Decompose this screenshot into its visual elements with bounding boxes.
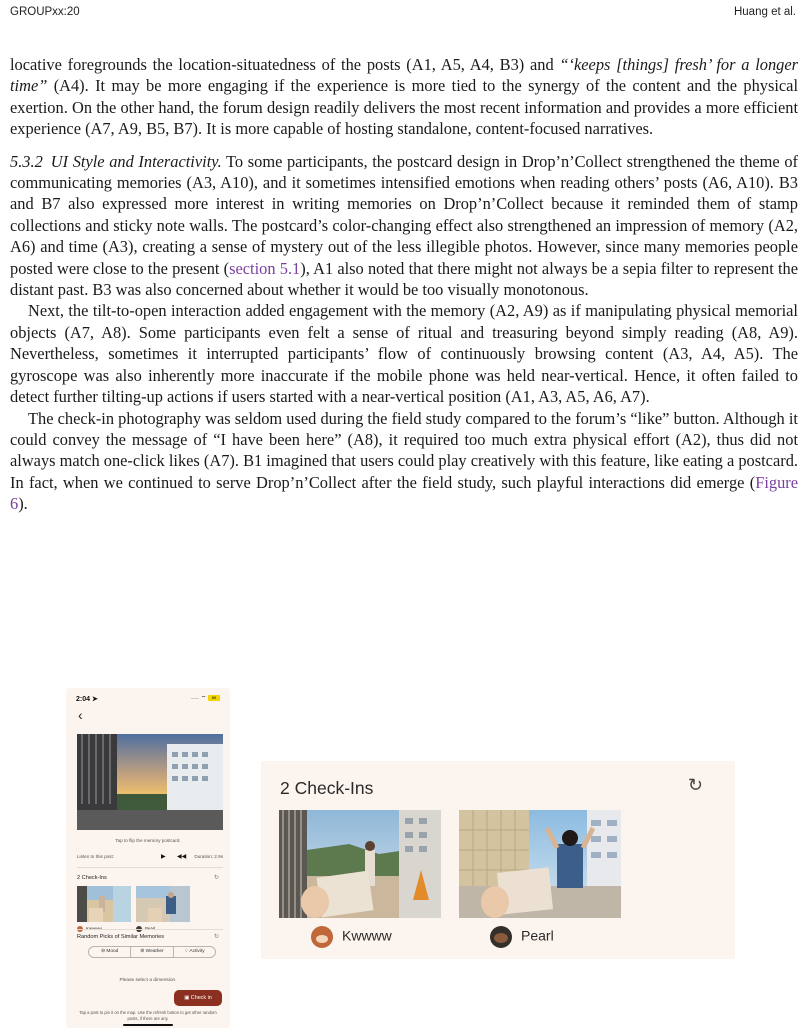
avatar-icon bbox=[490, 926, 512, 948]
rewind-icon[interactable]: ◀◀ bbox=[177, 854, 187, 860]
dimension-selector bbox=[88, 946, 216, 958]
section-link[interactable]: section 5.1 bbox=[229, 258, 301, 278]
body-text bbox=[10, 54, 798, 515]
wifi-icon: ⌔ bbox=[200, 696, 207, 702]
paragraph-3: Next, the tilt-to-open interaction added engagement with the memory (A2, A9) as if manipulating physical memorial objects (A7, A8). Some participants even felt a sense of ritual and treasuring beyond simply reading (A8, A9). Nevertheless, sometimes it interrupted participants’ flow of continuously browsing content (A3, A4, A5). The gyroscope was also inherently more inaccurate if the mobile phone was held near-vertical. Hence, it often failed to detect further tilting-up actions if users started with a near-vertical position (A1, A3, A5, A6, A7). bbox=[10, 301, 798, 407]
avatar-icon bbox=[311, 926, 333, 948]
select-dimension-hint: Please select a dimension. bbox=[119, 978, 177, 983]
duration-label: Duration: 2.9s bbox=[194, 854, 223, 859]
checkin-user[interactable]: Pearl bbox=[490, 926, 554, 948]
checkin-user[interactable]: Kwwww bbox=[311, 926, 392, 948]
avatar bbox=[490, 926, 512, 948]
checkins-heading-small: 2 Check-Ins bbox=[77, 875, 107, 881]
status-time: 2:04 ➤ bbox=[76, 696, 98, 703]
flip-tip: Tap to flip the memory postcard. bbox=[115, 838, 181, 843]
similar-memories-heading: Random Picks of Similar Memories bbox=[77, 934, 165, 940]
divider bbox=[77, 929, 223, 930]
paragraph-2: 5.3.2 UI Style and Interactivity. To some participants, the postcard design in Drop’n’Collect strengthened the theme of communicating memories (A3, A10), and it sometimes intensified emotions when reading others’ posts (A6, A10). B3 and B7 also expressed more interest in writing memories on Drop’n’Collect because it reminded them of stamp collections and sticky note walls. The postcard’s color-changing effect also strengthened an impression of memory (A2, A6) and time (A3), creating a sense of mystery out of the less illegible photos. However, since many memories people posted were close to the present (section 5.1), A1 also noted that there might not always be a sepia filter to represent the distant past. B3 was also concerned about whether it would be too visually monotonous. bbox=[10, 151, 799, 300]
chip-weather[interactable]: ⊚ Weather bbox=[131, 947, 173, 957]
checkin-thumbnail[interactable] bbox=[136, 886, 190, 922]
avatar bbox=[311, 926, 333, 948]
weather-icon: ⊚ bbox=[140, 949, 145, 954]
chip-mood[interactable]: ⊖ Mood bbox=[89, 947, 131, 957]
checkin-photo[interactable] bbox=[459, 810, 621, 918]
checkin-photo[interactable] bbox=[279, 810, 441, 918]
memory-photo[interactable] bbox=[77, 734, 223, 830]
paragraph-4: The check-in photography was seldom used during the field study compared to the forum’s “like” button. Although it could convey the message of “I have been here” (A8), it required too much extra physical effort (A2), thus did not always match one-click likes (A7). B1 imagined that users could play creatively with this feature, like eating a postcard. In fact, when we continued to serve Drop’n’Collect after the field study, such playful interactions did emerge (Figure 6). bbox=[10, 408, 798, 514]
back-arrow-icon[interactable]: ‹ bbox=[78, 707, 83, 723]
refresh-icon[interactable]: ↻ bbox=[213, 875, 219, 881]
location-arrow-icon: ➤ bbox=[91, 696, 98, 703]
refresh-icon[interactable]: ↻ bbox=[687, 775, 703, 795]
quote: “‘keeps [things] fresh’ for a longer time” bbox=[10, 55, 798, 96]
checkins-title: 2 Check-Ins bbox=[280, 778, 374, 798]
status-icons: ···· ⌔ 89 bbox=[191, 694, 220, 702]
section-number: 5.3.2 bbox=[10, 151, 43, 171]
figure-link[interactable]: Figure 6 bbox=[10, 472, 798, 514]
section-title: UI Style and Interactivity. bbox=[50, 151, 222, 171]
paragraph-1: locative foregrounds the location-situatedness of the posts (A1, A5, A4, B3) and “‘keeps [things] fresh’ for a longer time” (A4). It may be more engaging if the experience is more tied to the synergy of the content and the physical exertion. On the other hand, the forum design readily delivers the most recent information and provides a more efficient experience (A7, A9, B5, B7). It is more capable of hosting standalone, content-focused narratives. bbox=[10, 55, 798, 139]
checkin-thumbnail[interactable] bbox=[77, 886, 131, 922]
refresh-icon[interactable]: ↻ bbox=[213, 934, 219, 940]
play-icon[interactable]: ▶ bbox=[161, 854, 166, 860]
divider bbox=[77, 867, 223, 868]
bottom-tip: Tap a post to pin it on the map. Use the refresh button to get other random posts, if there are any. bbox=[79, 1010, 217, 1021]
checkin-button[interactable]: ▣ Check in bbox=[174, 990, 222, 1006]
chip-activity[interactable]: ♢ Activity bbox=[184, 949, 205, 954]
activity-icon: ♢ bbox=[184, 949, 189, 954]
camera-icon: ▣ bbox=[184, 995, 190, 1001]
battery-icon: 89 bbox=[208, 695, 220, 701]
audio-row: Listen to this post: ▶ ◀◀ Duration: 2.9s bbox=[77, 854, 223, 860]
running-header-left: GROUPxx:20 bbox=[10, 6, 80, 18]
phone-screenshot bbox=[66, 688, 230, 1028]
mood-icon: ⊖ bbox=[100, 949, 105, 954]
home-indicator bbox=[123, 1024, 173, 1026]
running-header-right: Huang et al. bbox=[733, 6, 796, 18]
checkins-card bbox=[261, 761, 735, 959]
